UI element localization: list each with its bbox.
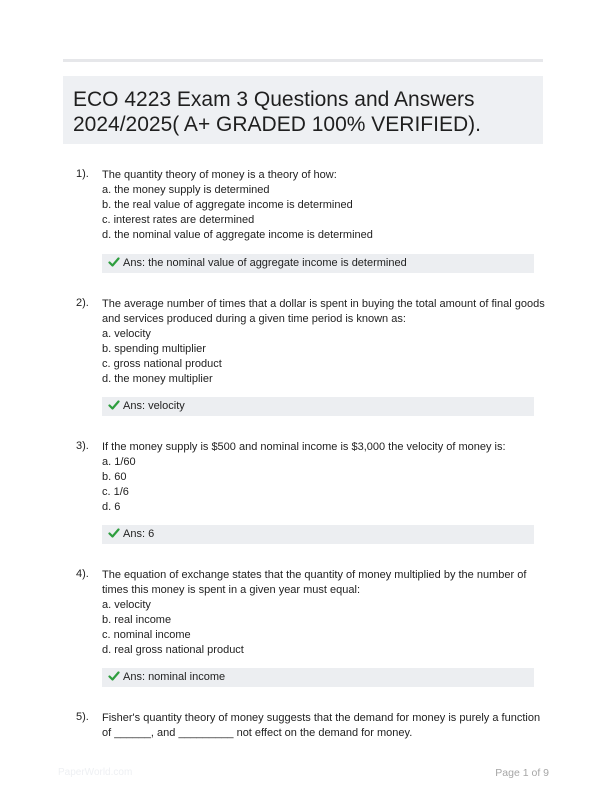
question-text: times this money is spent in a given year must equal: xyxy=(102,584,361,596)
option-b: b. spending multiplier xyxy=(102,343,206,355)
option-d: d. 6 xyxy=(102,501,121,513)
option-b: b. the real value of aggregate income is determined xyxy=(102,199,353,211)
question-number: 2). xyxy=(76,297,89,309)
answer-text: Ans: 6 xyxy=(123,528,155,540)
question-text: If the money supply is $500 and nominal income is $3,000 the velocity of money is: xyxy=(102,441,506,453)
page-indicator: Page 1 of 9 xyxy=(495,767,549,779)
page-title-line-2: 2024/2025( A+ GRADED 100% VERIFIED). xyxy=(73,113,481,136)
answer-text: Ans: velocity xyxy=(123,400,185,412)
option-a: a. velocity xyxy=(102,599,151,611)
watermark-text: PaperWorld.com xyxy=(58,767,133,778)
option-d: d. the nominal value of aggregate income is determined xyxy=(102,229,373,241)
option-a: a. the money supply is determined xyxy=(102,184,270,196)
answer-box-2 xyxy=(102,397,534,416)
question-text: Fisher's quantity theory of money suggests that the demand for money is purely a function xyxy=(102,712,541,724)
question-number: 4). xyxy=(76,568,89,580)
question-number: 1). xyxy=(76,168,89,180)
question-number: 3). xyxy=(76,440,89,452)
option-b: b. 60 xyxy=(102,471,127,483)
answer-box-4 xyxy=(102,668,534,687)
checkmark-icon xyxy=(108,256,120,268)
option-c: c. interest rates are determined xyxy=(102,214,255,226)
question-text: The equation of exchange states that the quantity of money multiplied by the number of xyxy=(102,569,527,581)
top-divider xyxy=(63,59,543,62)
checkmark-icon xyxy=(108,527,120,539)
answer-text: Ans: nominal income xyxy=(123,671,226,683)
option-c: c. 1/6 xyxy=(102,486,129,498)
option-d: d. the money multiplier xyxy=(102,373,213,385)
question-number: 5). xyxy=(76,711,89,723)
page-title-line-1: ECO 4223 Exam 3 Questions and Answers xyxy=(73,88,475,111)
document-title-box xyxy=(63,76,543,144)
question-text: of ______, and _________ not effect on the demand for money. xyxy=(102,727,413,739)
option-c: c. gross national product xyxy=(102,358,222,370)
question-text: The average number of times that a dollar is spent in buying the total amount of final goods xyxy=(102,298,545,310)
answer-box-1 xyxy=(102,254,534,273)
answer-box-3 xyxy=(102,525,534,544)
option-a: a. velocity xyxy=(102,328,151,340)
option-b: b. real income xyxy=(102,614,172,626)
option-c: c. nominal income xyxy=(102,629,191,641)
answer-text: Ans: the nominal value of aggregate income is determined xyxy=(123,257,407,269)
checkmark-icon xyxy=(108,670,120,682)
question-text: and services produced during a given time period is known as: xyxy=(102,313,406,325)
question-text: The quantity theory of money is a theory of how: xyxy=(102,169,337,181)
option-a: a. 1/60 xyxy=(102,456,136,468)
option-d: d. real gross national product xyxy=(102,644,244,656)
checkmark-icon xyxy=(108,399,120,411)
